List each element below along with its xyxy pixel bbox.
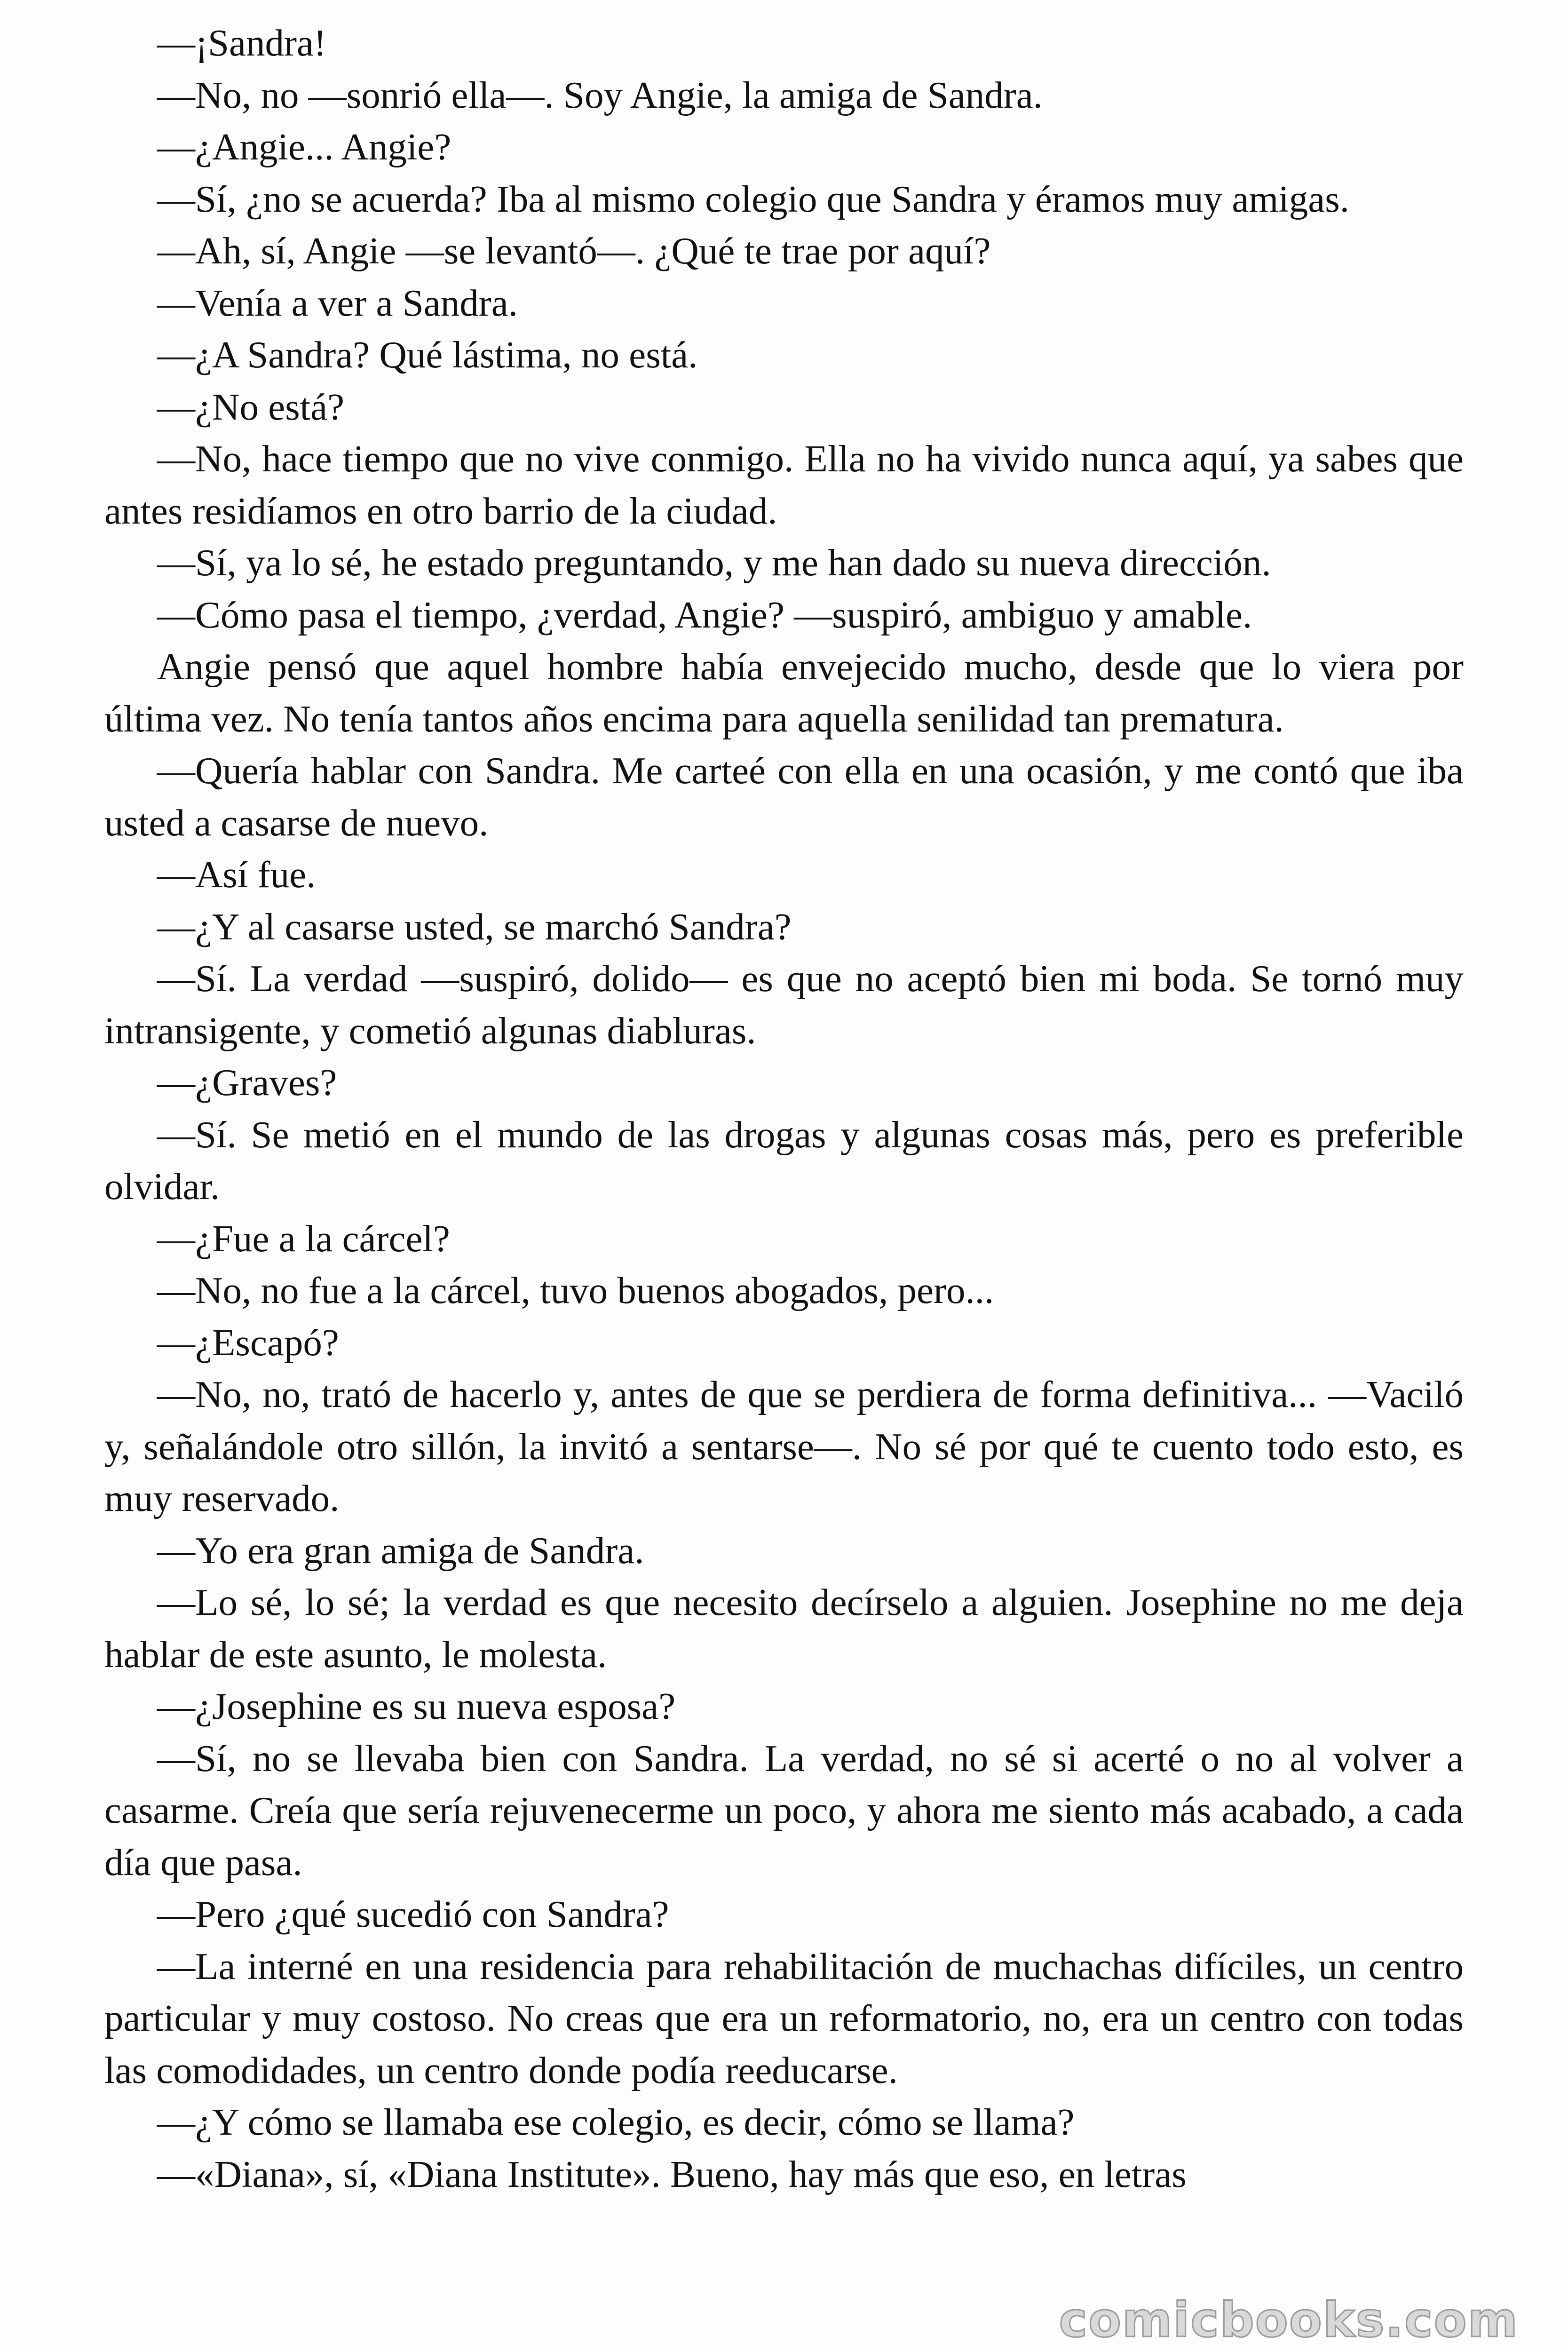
paragraph: Angie pensó que aquel hombre había envejecido mucho, desde que lo viera por última vez. No tenía tantos años encima para aquella senilidad tan prematura. [104, 645, 1464, 740]
paragraph: —¿Y al casarse usted, se marchó Sandra? [157, 905, 792, 948]
paragraph: —¿Angie... Angie? [157, 126, 451, 168]
paragraph: —Venía a ver a Sandra. [157, 281, 518, 324]
paragraph: —¿Fue a la cárcel? [157, 1217, 450, 1260]
paragraph: —«Diana», sí, «Diana Institute». Bueno, hay más que eso, en letras [157, 2153, 1187, 2195]
paragraph: —Sí. La verdad —suspiró, dolido— es que no aceptó bien mi boda. Se tornó muy intransigente, y cometió algunas diabluras. [104, 957, 1464, 1052]
paragraph: —No, no fue a la cárcel, tuvo buenos abogados, pero... [157, 1269, 994, 1311]
paragraph: —¿A Sandra? Qué lástima, no está. [157, 334, 698, 376]
paragraph: —Pero ¿qué sucedió con Sandra? [157, 1893, 669, 1935]
paragraph: —No, hace tiempo que no vive conmigo. Ella no ha vivido nunca aquí, ya sabes que antes residíamos en otro barrio de la ciudad. [104, 437, 1464, 532]
paragraph: —Así fue. [157, 853, 316, 896]
paragraph: —Cómo pasa el tiempo, ¿verdad, Angie? —suspiró, ambiguo y amable. [157, 593, 1252, 636]
paragraph: —Yo era gran amiga de Sandra. [157, 1529, 644, 1572]
page-body-text [104, 17, 1464, 2200]
paragraph: —Ah, sí, Angie —se levantó—. ¿Qué te trae por aquí? [157, 230, 991, 272]
paragraph: —Sí, no se llevaba bien con Sandra. La verdad, no sé si acerté o no al volver a casarme. Creía que sería rejuvenecerme un poco, y ahora me siento más acabado, a cada día que pasa. [104, 1737, 1464, 1883]
paragraph: —Quería hablar con Sandra. Me carteé con ella en una ocasión, y me contó que iba usted a casarse de nuevo. [104, 749, 1464, 844]
paragraph: —¿Escapó? [157, 1321, 339, 1364]
watermark: comicbooks.com [1059, 2292, 1519, 2348]
paragraph: —¡Sandra! [157, 22, 326, 64]
paragraph: —¿No está? [157, 385, 345, 428]
paragraph: —No, no —sonrió ella—. Soy Angie, la amiga de Sandra. [157, 73, 1043, 116]
paragraph: —¿Y cómo se llamaba ese colegio, es decir, cómo se llama? [157, 2101, 1075, 2143]
paragraph: —Sí, ya lo sé, he estado preguntando, y me han dado su nueva dirección. [157, 541, 1271, 584]
paragraph: —¿Graves? [157, 1061, 337, 1104]
paragraph: —Lo sé, lo sé; la verdad es que necesito decírselo a alguien. Josephine no me deja hablar de este asunto, le molesta. [104, 1581, 1464, 1676]
paragraph: —La interné en una residencia para rehabilitación de muchachas difíciles, un centro particular y muy costoso. No creas que era un reformatorio, no, era un centro con todas las comodidades, un centro donde podía reeducarse. [104, 1945, 1464, 2091]
paragraph: —¿Josephine es su nueva esposa? [157, 1685, 676, 1727]
paragraph: —No, no, trató de hacerlo y, antes de que se perdiera de forma definitiva... —Vaciló y, señalándole otro sillón, la invitó a sentarse—. No sé por qué te cuento todo esto, es muy reservado. [104, 1373, 1464, 1519]
paragraph: —Sí, ¿no se acuerda? Iba al mismo colegio que Sandra y éramos muy amigas. [157, 177, 1350, 220]
paragraph: —Sí. Se metió en el mundo de las drogas y algunas cosas más, pero es preferible olvidar. [104, 1113, 1464, 1208]
